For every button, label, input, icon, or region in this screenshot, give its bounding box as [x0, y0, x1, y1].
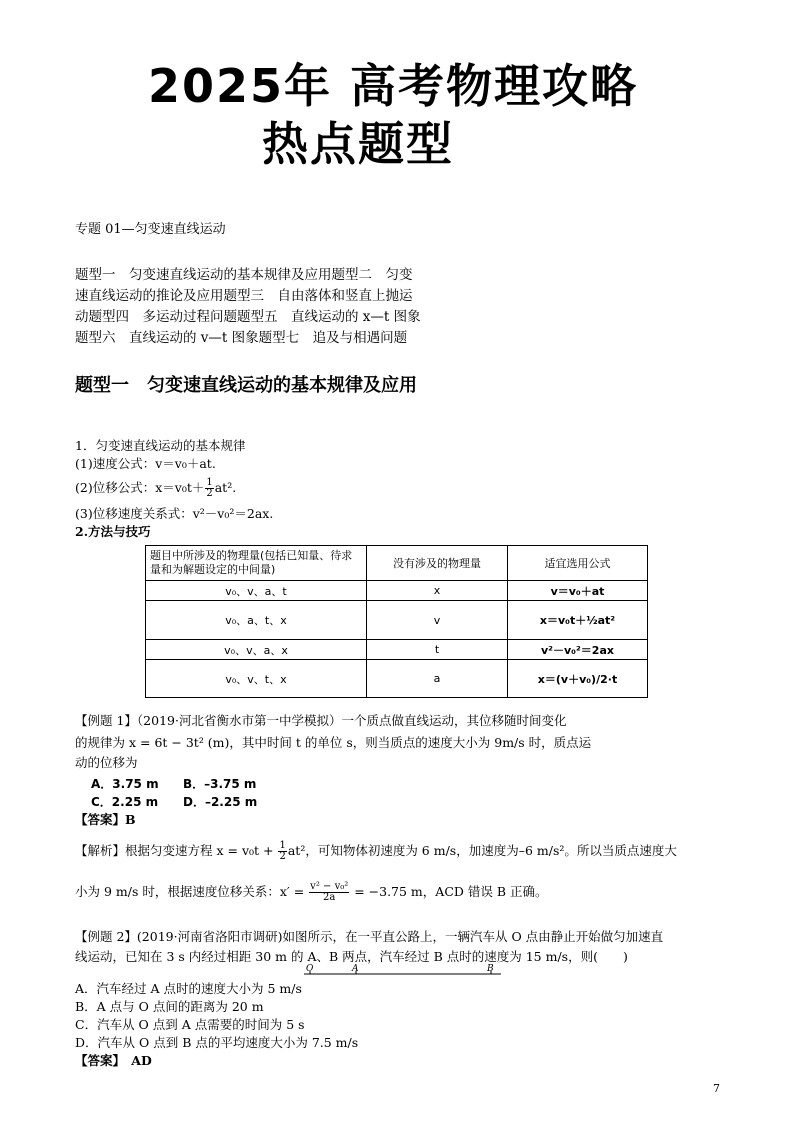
displacement-suffix: at².	[214, 480, 237, 495]
example1-analysis1	[75, 835, 745, 867]
example2-line2: 线运动，已知在 3 s 内经过相距 30 m 的 A、B 两点，汽车经过 B 点时的速度为 15 m/s，则( )	[75, 949, 628, 964]
toc	[75, 265, 421, 349]
toc-line: 动题型四 多运动过程问题题型五 直线运动的 x—t 图象	[75, 309, 421, 325]
table-header-row	[146, 546, 648, 581]
table-row	[146, 660, 648, 698]
relation-formula: (3)位移速度关系式：v²－v₀²＝2ax.	[75, 506, 274, 521]
example1-line1: 【例题 1】（2019·河北省衡水市第一中学模拟）一个质点做直线运动，其位移随时间变化	[75, 713, 567, 728]
page-number: 7	[713, 1082, 720, 1095]
table-cell: v₀、v、a、x	[146, 640, 367, 660]
analysis2-b: = −3.75 m，ACD 错误 B 正确。	[350, 884, 548, 899]
table-header-cell: 题目中所涉及的物理量(包括已知量、待求量和为解题设定的中间量)	[146, 546, 367, 581]
table-cell: t	[367, 640, 508, 660]
example2-options	[75, 980, 755, 1070]
half-fraction: $\frac{1}{2}$	[279, 840, 286, 862]
example1-answer: 【答案】B	[75, 812, 136, 827]
table-cell: x＝(v＋v₀)/2·t	[508, 660, 648, 698]
table-header-cell: 没有涉及的物理量	[367, 546, 508, 581]
toc-line: 题型一 匀变速直线运动的基本规律及应用题型二 匀变	[75, 267, 413, 283]
page-title-line1: 2025年 高考物理攻略	[148, 59, 639, 113]
rules-block	[75, 437, 735, 541]
option-d: D．–2.25 m	[183, 795, 258, 809]
analysis1-a: 【解析】根据匀变速方程 x = v₀t +	[75, 843, 278, 858]
table-cell: v＝v₀＋at	[508, 581, 648, 601]
example2-answer: 【答案】 AD	[75, 1053, 152, 1068]
velocity-fraction: $\frac{\text{v² − v₀²}}{2a}$	[310, 881, 349, 903]
method-heading: 2.方法与技巧	[75, 524, 151, 539]
example1-line2: 的规律为 x = 6t − 3t² (m)，其中时间 t 的单位 s，则当质点的速度大小为 9m/s 时，质点运	[75, 735, 592, 750]
example1-options-row2	[75, 793, 745, 811]
table-cell: v₀、a、t、x	[146, 601, 367, 640]
example1-analysis2	[75, 875, 745, 909]
toc-line: 题型六 直线运动的 v—t 图象题型七 追及与相遇问题	[75, 330, 408, 346]
example2	[75, 928, 755, 966]
velocity-formula: (1)速度公式：v＝v₀＋at.	[75, 456, 216, 471]
label-o: O	[306, 964, 314, 974]
label-b: B	[487, 964, 494, 974]
table-cell: v	[367, 601, 508, 640]
table-cell: v²－v₀²＝2ax	[508, 640, 648, 660]
example2-option-c: C．汽车从 O 点到 A 点需要的时间为 5 s	[75, 1017, 305, 1032]
example1-options-row1	[75, 775, 745, 793]
analysis1-b: at²，可知物体初速度为 6 m/s，加速度为–6 m/s²。所以当质点速度大	[287, 843, 677, 858]
displacement-formula	[75, 473, 735, 503]
example2-line1: 【例题 2】(2019·河南省洛阳市调研)如图所示，在一平直公路上，一辆汽车从 O 点由静止开始做匀加速直	[75, 929, 664, 944]
formula-table	[145, 545, 648, 698]
table-cell: v₀、v、t、x	[146, 660, 367, 698]
example2-option-d: D．汽车从 O 点到 B 点的平均速度大小为 7.5 m/s	[75, 1035, 359, 1050]
toc-line: 速直线运动的推论及应用题型三 自由落体和竖直上抛运	[75, 288, 413, 304]
road-diagram	[296, 962, 506, 978]
example1-line3: 动的位移为	[75, 755, 138, 770]
rules-heading: 1．匀变速直线运动的基本规律	[75, 438, 246, 453]
example2-option-b: B．A 点与 O 点间的距离为 20 m	[75, 999, 264, 1014]
option-c: C．2.25 m	[91, 795, 159, 809]
topic-label: 专题 01—匀变速直线运动	[75, 222, 226, 237]
table-cell: x＝v₀t＋½at²	[508, 601, 648, 640]
example2-option-a: A．汽车经过 A 点时的速度大小为 5 m/s	[75, 981, 302, 996]
table-cell: a	[367, 660, 508, 698]
table-cell: x	[367, 581, 508, 601]
table-row	[146, 601, 648, 640]
half-fraction: $\frac{1}{2}$	[206, 477, 213, 499]
analysis2-a: 小为 9 m/s 时，根据速度位移关系：x′ =	[75, 884, 309, 899]
page-title-line2: 热点题型	[262, 117, 454, 171]
table-row	[146, 640, 648, 660]
option-a: A．3.75 m	[91, 777, 159, 791]
table-cell: v₀、v、a、t	[146, 581, 367, 601]
table-row	[146, 581, 648, 601]
displacement-prefix: (2)位移公式：x＝v₀t＋	[75, 480, 205, 495]
label-a: A	[352, 964, 359, 974]
table-header-cell: 适宜选用公式	[508, 546, 648, 581]
section-heading: 题型一 匀变速直线运动的基本规律及应用	[75, 375, 417, 396]
example1	[75, 712, 745, 909]
option-b: B．–3.75 m	[183, 777, 257, 791]
